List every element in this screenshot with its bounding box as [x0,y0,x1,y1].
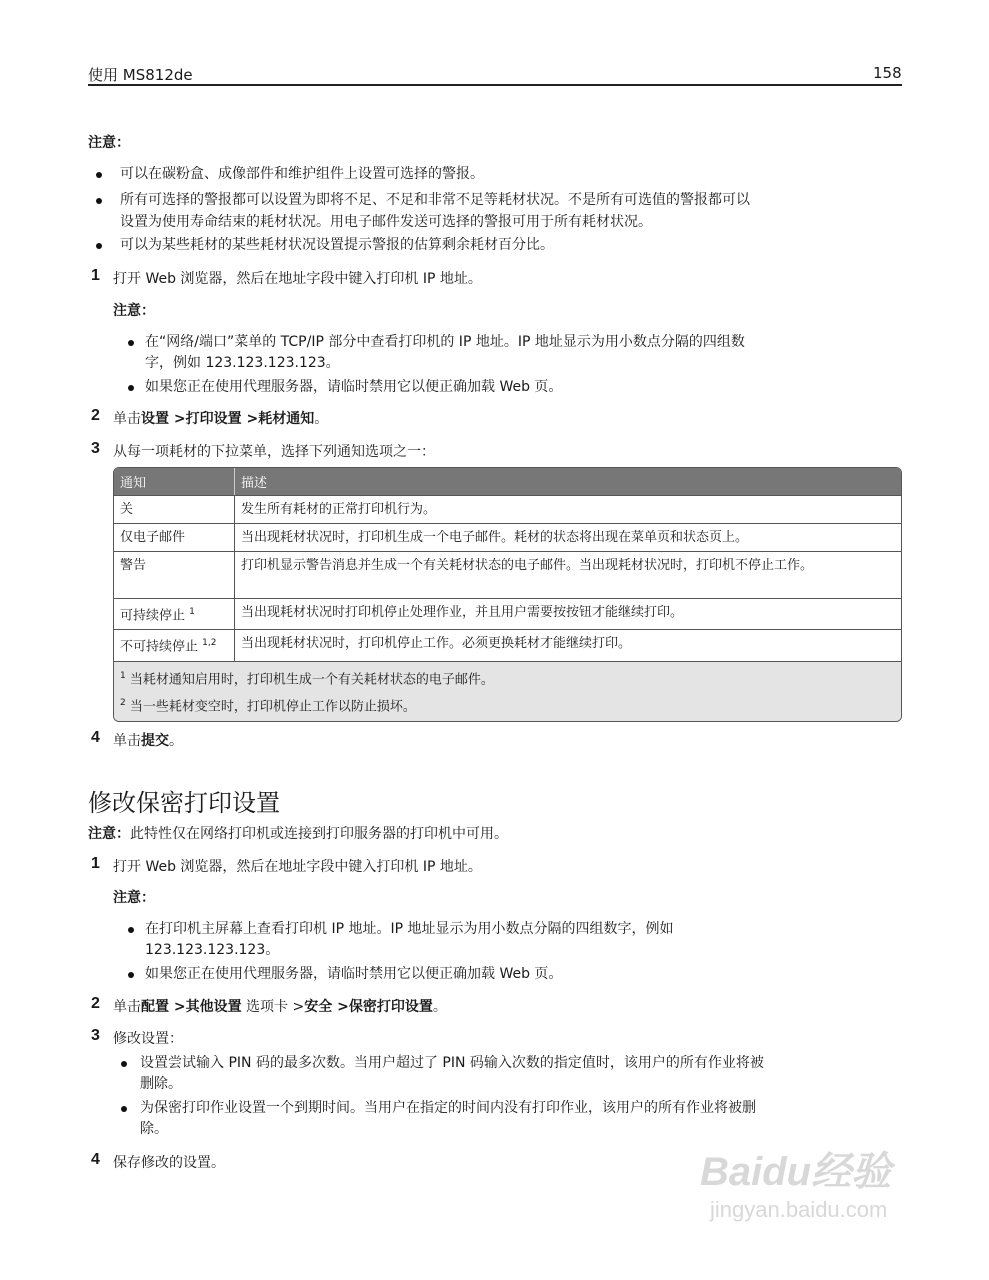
cell-option [114,551,235,598]
note-item-cont: 字，例如 123.123.123.123。 [145,355,340,371]
option-name: 警告 [120,558,147,573]
bullet [121,1106,127,1112]
bullet [96,172,102,178]
table-row [114,551,901,598]
note-item: 如果您正在使用代理服务器，请临时禁用它以便正确加载 Web 页。 [145,379,563,395]
step-text: 修改设置： [113,1031,183,1047]
note-item: 如果您正在使用代理服务器，请临时禁用它以便正确加载 Web 页。 [145,966,563,982]
step-text: 打开 Web 浏览器，然后在地址字段中键入打印机 IP 地址。 [113,271,482,287]
cell-desc: 当出现耗材状况时打印机停止处理作业，并且用户需要按按钮才能继续打印。 [235,598,901,629]
list-item: 设置尝试输入 PIN 码的最多次数。当用户超过了 PIN 码输入次数的指定值时，该用户的所有作业将被 [140,1055,764,1071]
step-number: 2 [91,995,100,1012]
note-item: 可以为某些耗材的某些耗材状况设置提示警报的估算剩余耗材百分比。 [120,237,554,253]
watermark-url: jingyan.baidu.com [710,1197,888,1222]
section-title: 修改保密打印设置 [88,789,280,817]
text: 。 [432,999,447,1015]
footnote-ref: 1,2 [202,638,217,649]
note-text: 此特性仅在网络打印机或连接到打印服务器的打印机中可用。 [130,826,508,842]
note-item: 所有可选择的警报都可以设置为即将不足、不足和非常不足等耗材状况。不是所有可选值的警报都可以 [120,192,750,208]
table-header [114,468,901,495]
note-label: 注意： [113,890,155,906]
table-row [114,523,901,551]
option-name: 不可持续停止 [120,639,199,655]
submit-label: 提交 [141,733,169,749]
footnote-mark: 2 [120,697,126,708]
option-name: 可持续停止 [120,608,186,624]
step-number: 1 [91,267,100,284]
cell-desc: 发生所有耗材的正常打印机行为。 [235,495,901,523]
header-title: 使用 MS812de [88,66,193,84]
bullet [121,1061,127,1067]
cell-desc: 当出现耗材状况时，打印机生成一个电子邮件。耗材的状态将出现在菜单页和状态页上。 [235,523,901,551]
bullet [128,927,134,933]
note-label: 注意： [113,303,155,319]
step-number: 4 [91,729,100,746]
step-text [113,730,183,750]
note-item: 可以在碳粉盒、成像部件和维护组件上设置可选择的警报。 [120,166,484,182]
note-label: 注意： [88,135,130,151]
bullet [128,972,134,978]
table-row [114,598,901,629]
table-row [114,495,901,523]
notification-table [113,467,902,722]
cell-desc: 打印机显示警告消息并生成一个有关耗材状态的电子邮件。当出现耗材状况时，打印机不停止工作。 [235,551,901,598]
bullet [128,340,134,346]
column-header: 通知 [114,468,235,495]
note-item-cont: 设置为使用寿命结束的耗材状况。用电子邮件发送可选择的警报可用于所有耗材状况。 [120,214,652,230]
table-footnotes [114,661,901,722]
menu-path: 设置 >打印设置 >耗材通知 [141,411,315,427]
step-number: 3 [91,440,100,457]
footnotes-cell [114,661,901,722]
menu-path: 安全 >保密打印设置 [304,999,433,1015]
cell-option [114,598,235,629]
section-note [88,823,508,843]
note-item: 在打印机主屏幕上查看打印机 IP 地址。IP 地址显示为用小数点分隔的四组数字，例如 [145,921,674,937]
footnote [120,667,895,689]
note-item: 在“网络/端口”菜单的 TCP/IP 部分中查看打印机的 IP 地址。IP 地址显示为用小数点分隔的四组数 [145,334,745,350]
footnote-ref: 1 [189,607,195,617]
list-item-cont: 除。 [140,1121,168,1137]
cell-option [114,523,235,551]
cell-desc: 当出现耗材状况时，打印机停止工作。必须更换耗材才能继续打印。 [235,629,901,660]
table-row [114,629,901,660]
step-number: 3 [91,1027,100,1044]
watermark-brand: Baidu经验 [700,1150,892,1194]
text: 。 [169,733,183,749]
step-number: 1 [91,855,100,872]
note-label: 注意： [88,826,130,842]
column-header: 描述 [235,468,901,495]
menu-path: 配置 >其他设置 [141,999,242,1015]
bullet [96,198,102,204]
step-number: 2 [91,407,100,424]
option-name: 关 [120,502,134,517]
step-text: 打开 Web 浏览器，然后在地址字段中键入打印机 IP 地址。 [113,859,482,875]
step-text [113,408,328,428]
text: 单击 [113,733,141,749]
bullet [96,243,102,249]
option-name: 仅电子邮件 [120,530,186,545]
step-text: 保存修改的设置。 [113,1155,225,1171]
cell-option [114,629,235,660]
footnote-mark: 1 [120,670,126,681]
step-text [113,996,447,1016]
bullet [128,385,134,391]
header-rule [88,84,902,86]
text: 。 [314,411,329,427]
baidu-watermark [700,1140,891,1223]
list-item: 为保密打印作业设置一个到期时间。当用户在指定的时间内没有打印作业，该用户的所有作业将被删 [140,1100,756,1116]
page-number: 158 [873,64,902,82]
cell-option [114,495,235,523]
step-text: 从每一项耗材的下拉菜单，选择下列通知选项之一： [113,444,435,460]
step-number: 4 [91,1151,100,1168]
text: 单击 [113,999,141,1015]
text: 选项卡 > [241,999,305,1015]
note-item-cont: 123.123.123.123。 [145,942,280,958]
text: 单击 [113,411,141,427]
footnote-text: 当耗材通知启用时，打印机生成一个有关耗材状态的电子邮件。 [129,671,494,687]
footnote [120,694,895,716]
footnote-text: 当一些耗材变空时，打印机停止工作以防止损坏。 [129,699,416,715]
list-item-cont: 删除。 [140,1076,182,1092]
